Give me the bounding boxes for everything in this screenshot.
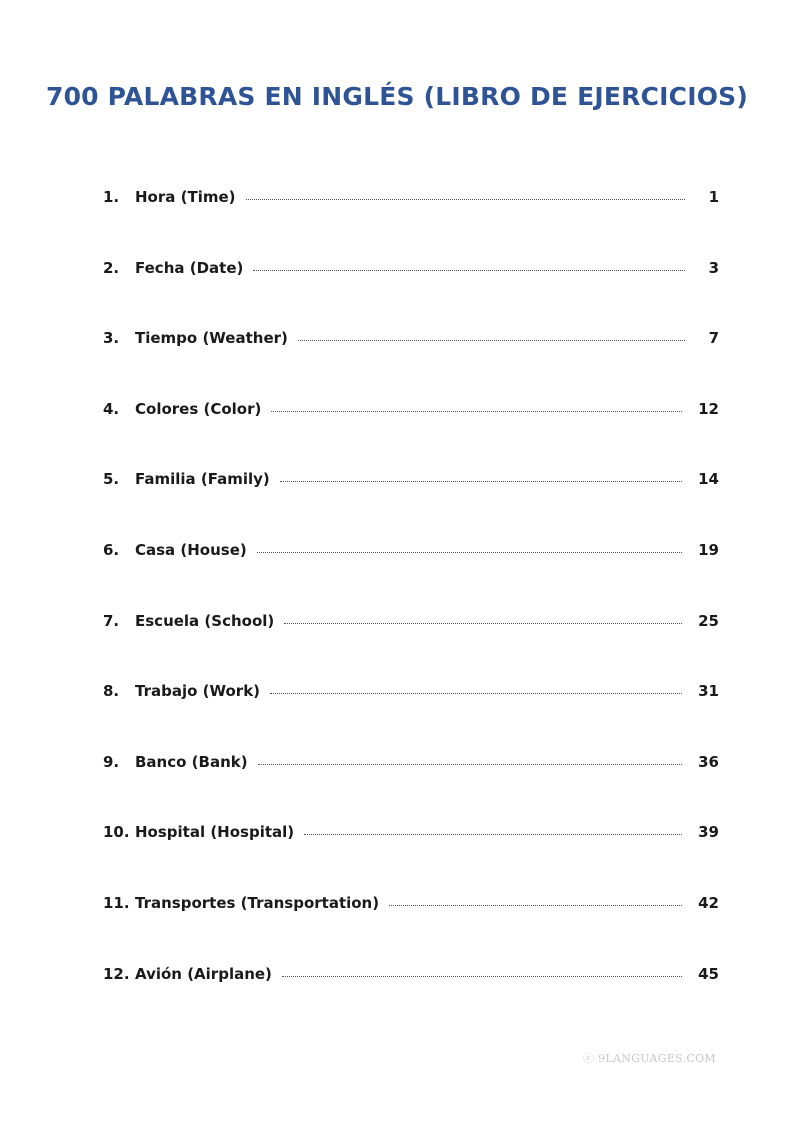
toc-entry-number: 12.: [103, 964, 130, 983]
toc-entry-number: 1.: [103, 188, 120, 206]
toc-entry-page: 14: [698, 470, 719, 489]
dot-leader: [280, 480, 682, 482]
toc-entry[interactable]: [103, 329, 719, 400]
toc-entry-title: Hora (Time): [135, 188, 236, 206]
toc-entry-page: 31: [698, 682, 719, 701]
toc-entry[interactable]: [103, 541, 719, 612]
toc-entry-number: 5.: [103, 470, 120, 489]
toc-entry-page: 25: [698, 611, 719, 630]
toc-entry-title: Escuela (School): [135, 611, 275, 630]
table-of-contents: [103, 188, 719, 1035]
toc-entry-number: 4.: [103, 399, 120, 418]
toc-entry-title: Banco (Bank): [135, 752, 248, 771]
dot-leader: [257, 551, 682, 553]
dot-leader: [282, 975, 682, 977]
toc-entry-title: Casa (House): [135, 540, 247, 559]
toc-entry-number: 6.: [103, 540, 120, 559]
toc-entry-title: Colores (Color): [135, 399, 262, 418]
toc-entry-page: 39: [698, 823, 719, 842]
toc-entry-title: Hospital (Hospital): [135, 823, 295, 842]
dot-leader: [253, 269, 685, 271]
toc-entry[interactable]: [103, 682, 719, 753]
dot-leader: [304, 833, 682, 835]
toc-entry-page: 36: [698, 752, 719, 771]
toc-entry-title: Tiempo (Weather): [135, 329, 288, 348]
toc-entry-title: Fecha (Date): [135, 258, 244, 277]
dot-leader: [246, 198, 686, 200]
dot-leader: [258, 763, 683, 765]
dot-leader: [271, 410, 682, 412]
copyright-footer: ⓒ 9LANGUAGES.COM: [583, 1052, 716, 1065]
toc-entry-title: Avión (Airplane): [135, 964, 272, 983]
toc-entry-page: 19: [698, 540, 719, 559]
toc-entry[interactable]: [103, 894, 719, 965]
toc-entry-title: Transportes (Transportation): [135, 893, 380, 912]
dot-leader: [298, 339, 685, 341]
toc-entry-number: 11.: [103, 893, 130, 912]
toc-entry-title: Familia (Family): [135, 470, 270, 489]
dot-leader: [284, 622, 682, 624]
toc-entry[interactable]: [103, 753, 719, 824]
dot-leader: [389, 904, 682, 906]
toc-entry-title: Trabajo (Work): [135, 682, 261, 701]
toc-entry[interactable]: [103, 470, 719, 541]
toc-entry[interactable]: [103, 965, 719, 1036]
dot-leader: [270, 692, 682, 694]
toc-entry[interactable]: [103, 188, 719, 259]
toc-entry-page: 3: [708, 258, 719, 277]
toc-entry-number: 7.: [103, 611, 120, 630]
toc-entry[interactable]: [103, 612, 719, 683]
toc-entry-page: 45: [698, 964, 719, 983]
toc-entry-number: 3.: [103, 329, 120, 348]
toc-entry-number: 8.: [103, 682, 120, 701]
toc-entry-page: 1: [708, 188, 719, 206]
page-title: 700 PALABRAS EN INGLÉS (LIBRO DE EJERCICIOS): [45, 82, 748, 111]
toc-entry-page: 12: [698, 399, 719, 418]
toc-entry-page: 7: [708, 329, 719, 348]
toc-entry-number: 10.: [103, 823, 130, 842]
toc-entry[interactable]: [103, 259, 719, 330]
toc-entry[interactable]: [103, 400, 719, 471]
toc-entry-page: 42: [698, 893, 719, 912]
toc-entry-number: 2.: [103, 258, 120, 277]
toc-entry[interactable]: [103, 823, 719, 894]
toc-entry-number: 9.: [103, 752, 120, 771]
